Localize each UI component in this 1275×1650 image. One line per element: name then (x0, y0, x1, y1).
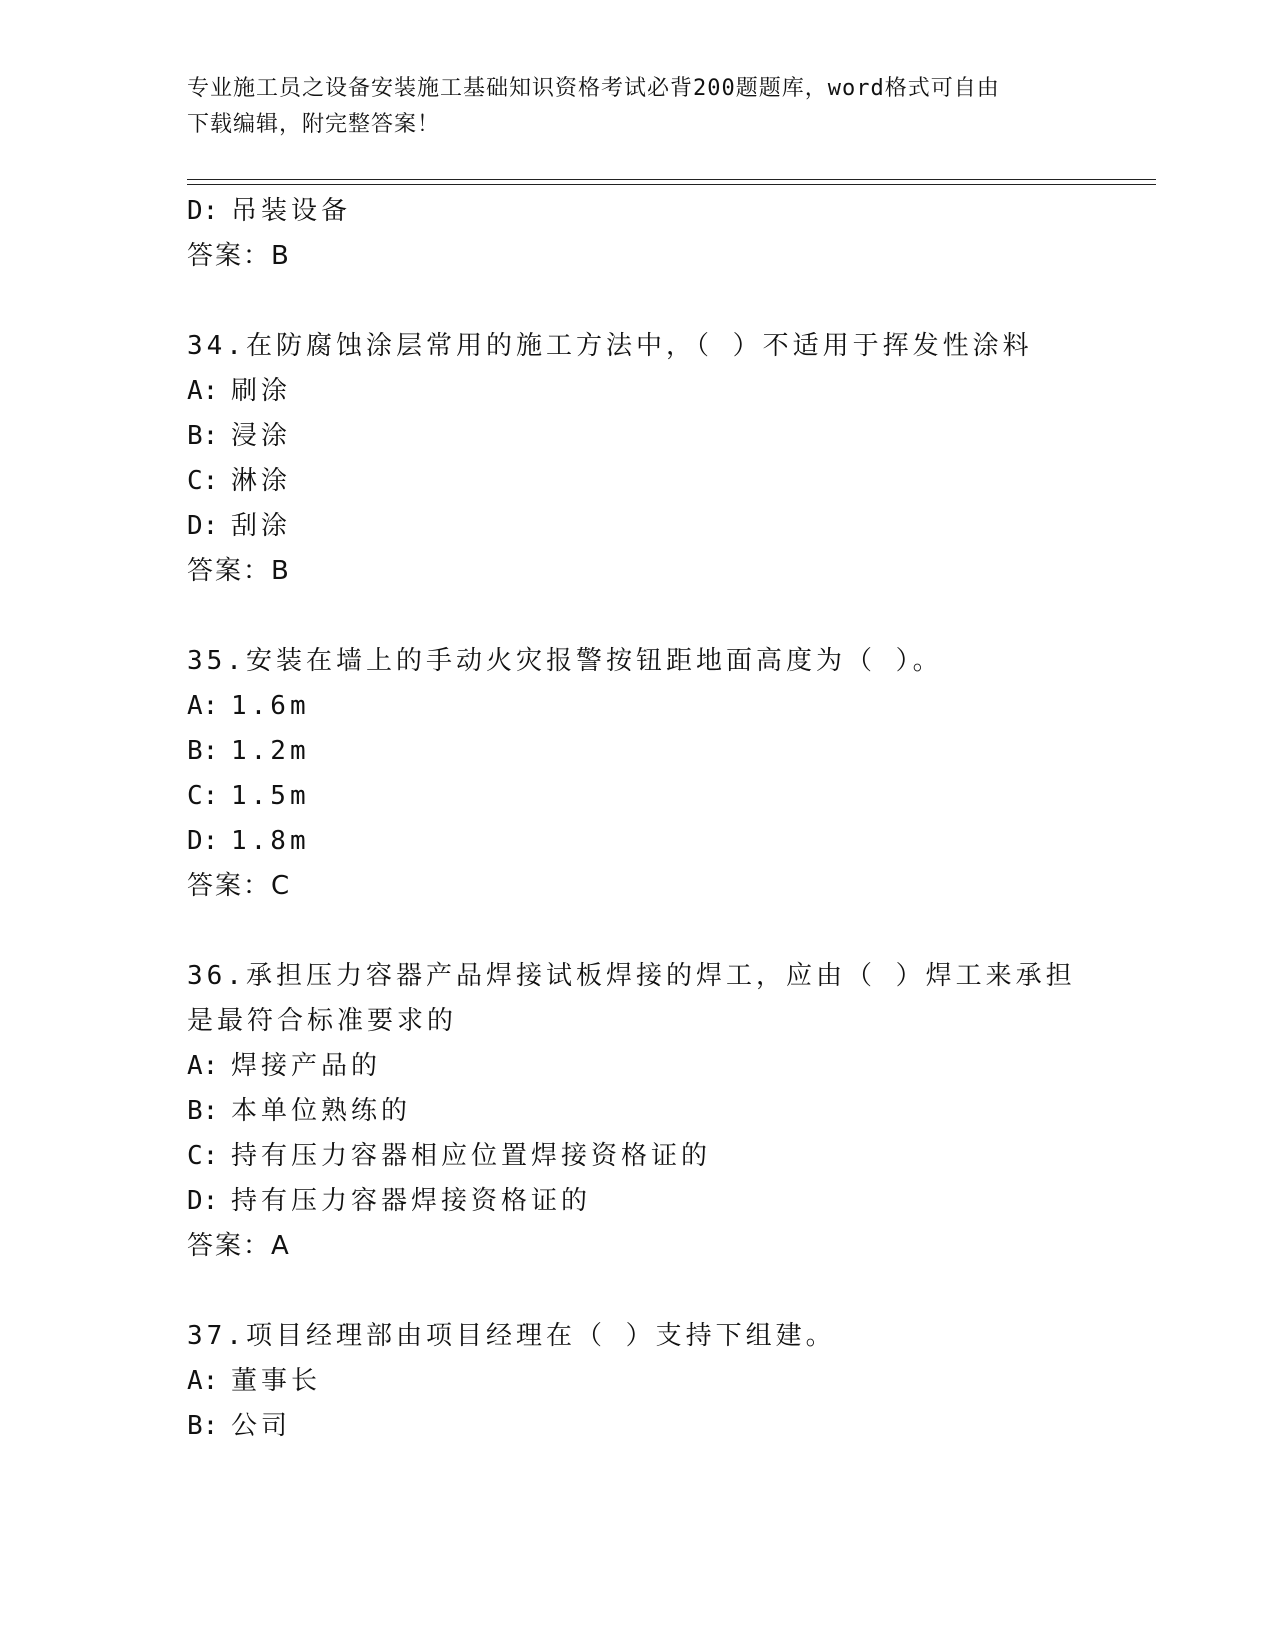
answer-line: 答案：C (187, 871, 292, 901)
carryover-question (187, 189, 1087, 279)
document-header (187, 71, 1067, 143)
option-d (187, 189, 1087, 234)
question-37 (187, 1314, 1087, 1449)
option-b (187, 729, 1087, 774)
option-label: A: (187, 1366, 219, 1396)
option-b (187, 1404, 1087, 1449)
option-label: D: (187, 826, 219, 856)
option-label: B: (187, 736, 219, 766)
option-c (187, 459, 1087, 504)
option-text: 1.2m (231, 736, 310, 766)
option-label: C: (187, 781, 219, 811)
option-b (187, 414, 1087, 459)
option-text: 董事长 (231, 1366, 322, 1396)
option-label: B: (187, 1096, 219, 1126)
option-label: A: (187, 691, 219, 721)
option-label: B: (187, 421, 219, 451)
option-b (187, 1089, 1087, 1134)
spacer (187, 909, 1087, 954)
option-a (187, 684, 1087, 729)
option-text: 焊接产品的 (231, 1051, 382, 1081)
question-34 (187, 324, 1087, 594)
question-text: 35.安装在墙上的手动火灾报警按钮距地面高度为（ ）。 (187, 646, 943, 676)
option-d (187, 819, 1087, 864)
question-36 (187, 954, 1087, 1269)
option-label: C: (187, 466, 219, 496)
question-list (187, 189, 1087, 1449)
option-label: B: (187, 1411, 219, 1441)
option-label: A: (187, 1051, 219, 1081)
header-divider-top (187, 179, 1156, 180)
option-a (187, 1044, 1087, 1089)
answer-line: 答案：B (187, 241, 291, 271)
option-c (187, 774, 1087, 819)
option-d (187, 504, 1087, 549)
spacer (187, 279, 1087, 324)
option-text: 淋涂 (231, 466, 292, 496)
option-text: 浸涂 (231, 421, 292, 451)
header-line-1: 专业施工员之设备安装施工基础知识资格考试必背200题题库，word格式可自由 (187, 76, 1000, 101)
option-text: 持有压力容器相应位置焊接资格证的 (231, 1141, 712, 1171)
spacer (187, 1269, 1087, 1314)
option-text: 1.6m (231, 691, 310, 721)
option-text: 刮涂 (231, 511, 292, 541)
header-line-2: 下载编辑，附完整答案！ (187, 112, 441, 137)
option-label: A: (187, 376, 219, 406)
option-c (187, 1134, 1087, 1179)
spacer (187, 594, 1087, 639)
option-label: D: (187, 511, 219, 541)
header-divider-bottom (187, 184, 1156, 185)
option-label: D: (187, 1186, 219, 1216)
option-d (187, 1179, 1087, 1224)
option-text: 公司 (231, 1411, 292, 1441)
option-text: 1.8m (231, 826, 310, 856)
option-text: 持有压力容器焊接资格证的 (231, 1186, 592, 1216)
option-text: 1.5m (231, 781, 310, 811)
answer-line: 答案：A (187, 1231, 291, 1261)
option-label: D: (187, 196, 219, 226)
option-a (187, 1359, 1087, 1404)
option-text: 本单位熟练的 (231, 1096, 412, 1126)
answer-line: 答案：B (187, 556, 291, 586)
option-text: 刷涂 (231, 376, 292, 406)
option-a (187, 369, 1087, 414)
question-35 (187, 639, 1087, 909)
question-text: 37.项目经理部由项目经理在（ ）支持下组建。 (187, 1321, 836, 1351)
option-label: C: (187, 1141, 219, 1171)
question-text: 36.承担压力容器产品焊接试板焊接的焊工，应由（ ）焊工来承担是最符合标准要求的 (187, 961, 1076, 1036)
option-text: 吊装设备 (231, 196, 352, 226)
question-text: 34.在防腐蚀涂层常用的施工方法中，（ ）不适用于挥发性涂料 (187, 331, 1033, 361)
